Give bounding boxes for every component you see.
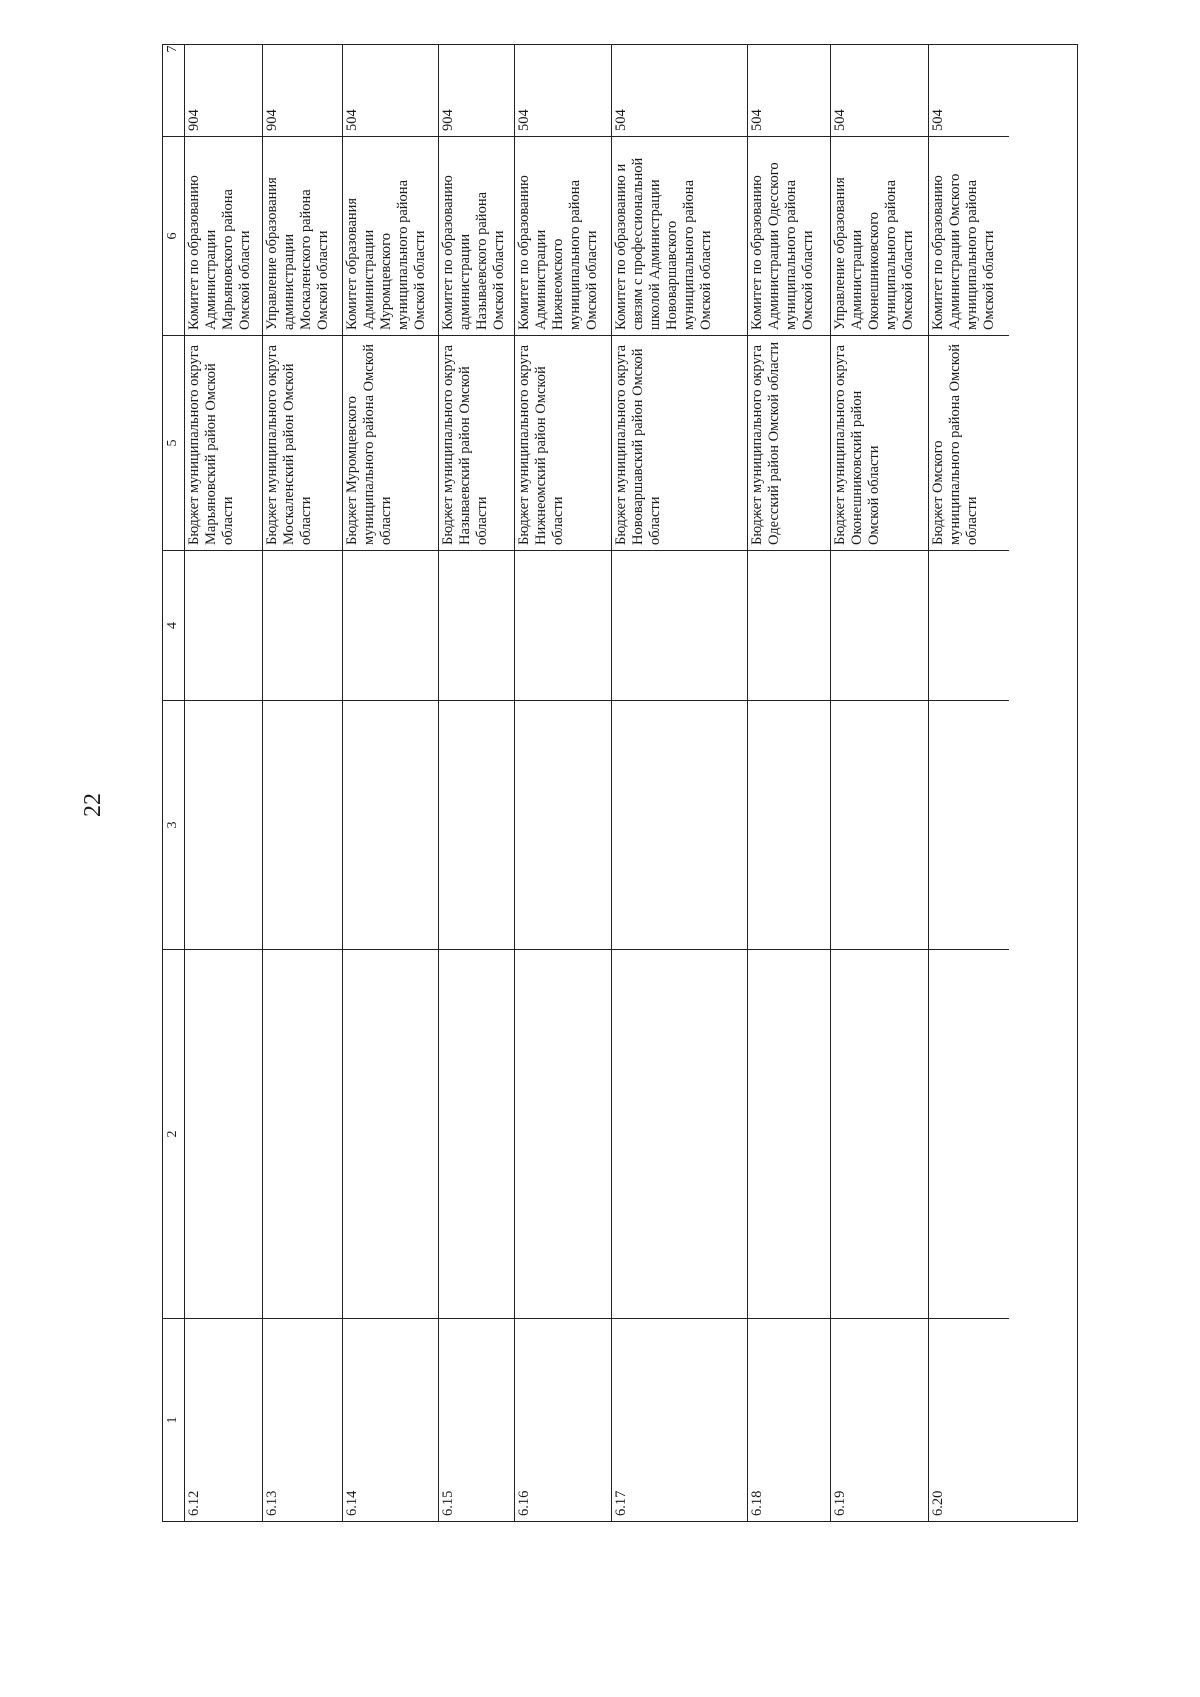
- table-cell-col5: Бюджет Омского муниципального района Омской области: [929, 335, 1009, 550]
- table-cell-col2: [748, 949, 830, 1318]
- table-cell-col3: [929, 700, 1009, 949]
- table-cell-col1: 6.12: [185, 1318, 262, 1521]
- table-cell-col5: Бюджет муниципального округа Москаленский район Омской области: [263, 335, 342, 550]
- table-cell-col7: 904: [185, 0, 262, 136]
- column-header-3: 3: [163, 700, 184, 949]
- table-cell-col3: [612, 700, 747, 949]
- table-cell-col2: [515, 949, 611, 1318]
- table-row: [831, 45, 929, 1521]
- table-row: [748, 45, 831, 1521]
- table-row: [439, 45, 515, 1521]
- budget-table: [162, 44, 1078, 1522]
- table-cell-col3: [439, 700, 514, 949]
- table-cell-col6: Комитет образования Администрации Муромцевского муниципального района Омской области: [343, 136, 438, 335]
- table-cell-col6: Комитет по образованию и связям с профессиональной школой Администрации Нововаршавского муниципального района Омской области: [612, 136, 747, 335]
- table-cell-col7: 904: [263, 0, 342, 136]
- table-cell-col2: [439, 949, 514, 1318]
- table-cell-col5: Бюджет муниципального округа Марьяновский район Омской области: [185, 335, 262, 550]
- table-cell-col1: 6.16: [515, 1318, 611, 1521]
- table-cell-col5: Бюджет муниципального округа Нижнеомский район Омской области: [515, 335, 611, 550]
- table-cell-col6: Управление образования администрации Москаленского района Омской области: [263, 136, 342, 335]
- column-header-5: 5: [163, 335, 184, 550]
- table-cell-col6: Управление образования Администрации Оконешниковского муниципального района Омской области: [831, 136, 928, 335]
- table-row: [612, 45, 748, 1521]
- table-cell-col3: [185, 700, 262, 949]
- table-cell-col6: Комитет по образованию Администрации Омского муниципального района Омской области: [929, 136, 1009, 335]
- table-cell-col4: [343, 550, 438, 700]
- table-cell-col4: [612, 550, 747, 700]
- column-header-4: 4: [163, 550, 184, 700]
- table-cell-col2: [929, 949, 1009, 1318]
- table-cell-col5: Бюджет муниципального округа Называевский район Омской области: [439, 335, 514, 550]
- table-cell-col6: Комитет по образованию Администрации Нижнеомского муниципального района Омской области: [515, 136, 611, 335]
- table-cell-col4: [515, 550, 611, 700]
- table-cell-col7: 504: [748, 0, 830, 136]
- table-cell-col6: Комитет по образованию Администрации Марьяновского района Омской области: [185, 136, 262, 335]
- table-cell-col4: [439, 550, 514, 700]
- table-cell-col2: [343, 949, 438, 1318]
- table-row: [185, 45, 263, 1521]
- table-cell-col4: [929, 550, 1009, 700]
- table-cell-col2: [185, 949, 262, 1318]
- table-cell-col1: 6.15: [439, 1318, 514, 1521]
- column-header-2: 2: [163, 949, 184, 1318]
- table-cell-col7: 504: [612, 0, 747, 136]
- table-cell-col4: [185, 550, 262, 700]
- table-row: [343, 45, 439, 1521]
- table-cell-col4: [263, 550, 342, 700]
- table-cell-col6: Комитет по образованию Администрации Одесского муниципального района Омской области: [748, 136, 830, 335]
- table-cell-col1: 6.13: [263, 1318, 342, 1521]
- table-cell-col4: [748, 550, 830, 700]
- table-cell-col5: Бюджет муниципального округа Одесский район Омской области: [748, 335, 830, 550]
- table-header-row: [163, 45, 185, 1521]
- column-header-6: 6: [163, 136, 184, 335]
- table-cell-col3: [343, 700, 438, 949]
- table-cell-col7: 904: [439, 0, 514, 136]
- table-cell-col1: 6.14: [343, 1318, 438, 1521]
- table-cell-col5: Бюджет Муромцевского муниципального района Омской области: [343, 335, 438, 550]
- table-cell-col3: [515, 700, 611, 949]
- table-cell-col7: 504: [515, 0, 611, 136]
- table-cell-col4: [831, 550, 928, 700]
- column-header-1: 1: [163, 1318, 184, 1521]
- table-row: [515, 45, 612, 1521]
- table-cell-col5: Бюджет муниципального округа Нововаршавский район Омской области: [612, 335, 747, 550]
- table-cell-col1: 6.18: [748, 1318, 830, 1521]
- table-cell-col6: Комитет по образованию администрации Называевского района Омской области: [439, 136, 514, 335]
- table-cell-col7: 504: [831, 0, 928, 136]
- table-cell-col3: [748, 700, 830, 949]
- table-sheet: [162, 44, 1078, 1522]
- table-cell-col1: 6.20: [929, 1318, 1009, 1521]
- table-cell-col2: [612, 949, 747, 1318]
- table-row: [929, 45, 1009, 1521]
- table-cell-col3: [263, 700, 342, 949]
- table-row: [263, 45, 343, 1521]
- table-cell-col2: [263, 949, 342, 1318]
- column-header-7: 7: [163, 0, 184, 136]
- table-cell-col3: [831, 700, 928, 949]
- table-cell-col1: 6.17: [612, 1318, 747, 1521]
- table-cell-col2: [831, 949, 928, 1318]
- page-number: 22: [80, 793, 106, 817]
- table-cell-col7: 504: [929, 0, 1009, 136]
- table-cell-col1: 6.19: [831, 1318, 928, 1521]
- table-cell-col5: Бюджет муниципального округа Оконешниковский район Омской области: [831, 335, 928, 550]
- table-cell-col7: 504: [343, 0, 438, 136]
